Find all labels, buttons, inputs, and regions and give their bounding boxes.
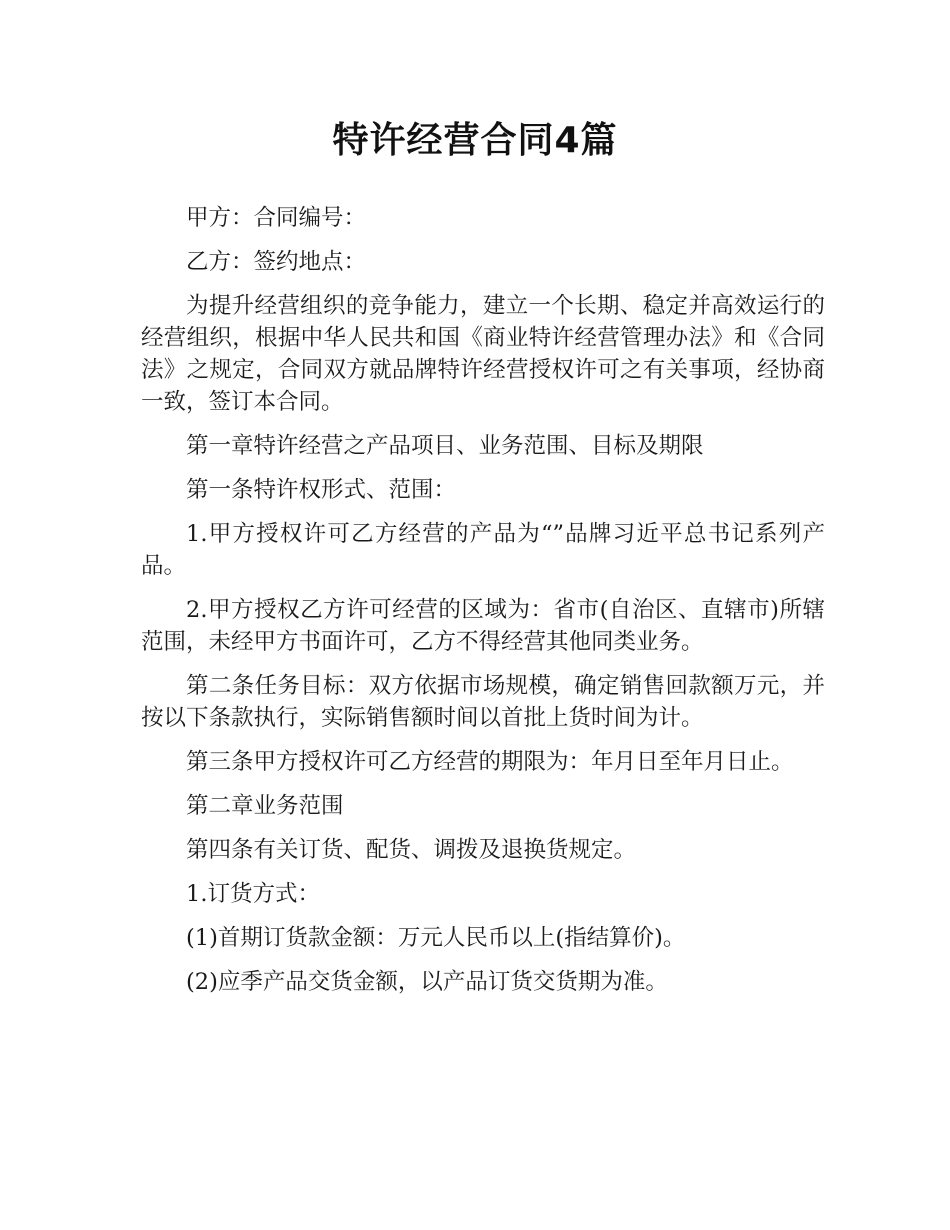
party-b-line: 乙方：签约地点： bbox=[186, 249, 367, 275]
party-a-line: 甲方：合同编号： bbox=[186, 205, 367, 231]
chapter-1-heading: 第一章特许经营之产品项目、业务范围、目标及期限 bbox=[186, 433, 704, 459]
article-1-item-2: 2.甲方授权乙方许可经营的区域为：省市(自治区、直辖市)所辖范围，未经甲方书面许可，乙方不得经营其他同类业务。 bbox=[141, 597, 825, 655]
document-body bbox=[141, 202, 825, 1010]
article-1-item-1: 1.甲方授权许可乙方经营的产品为“”品牌习近平总书记系列产品。 bbox=[141, 521, 825, 579]
chapter-2-heading: 第二章业务范围 bbox=[186, 793, 344, 819]
article-3-paragraph: 第三条甲方授权许可乙方经营的期限为：年月日至年月日止。 bbox=[186, 749, 794, 775]
preamble-paragraph: 为提升经营组织的竞争能力，建立一个长期、稳定并高效运行的经营组织，根据中华人民共和国《商业特许经营管理办法》和《合同法》之规定，合同双方就品牌特许经营授权许可之有关事项，经协商一致，签订本合同。 bbox=[141, 293, 825, 415]
ordering-item-2: (2)应季产品交货金额，以产品订货交货期为准。 bbox=[186, 969, 668, 995]
document-title: 特许经营合同4篇 bbox=[332, 120, 618, 161]
ordering-method-heading: 1.订货方式： bbox=[186, 881, 320, 907]
article-1-heading: 第一条特许权形式、范围： bbox=[186, 477, 457, 503]
article-4-heading: 第四条有关订货、配货、调拨及退换货规定。 bbox=[186, 837, 637, 863]
ordering-item-1: (1)首期订货款金额：万元人民币以上(指结算价)。 bbox=[186, 925, 686, 951]
article-2-paragraph: 第二条任务目标：双方依据市场规模，确定销售回款额万元，并按以下条款执行，实际销售额时间以首批上货时间为计。 bbox=[141, 673, 825, 731]
